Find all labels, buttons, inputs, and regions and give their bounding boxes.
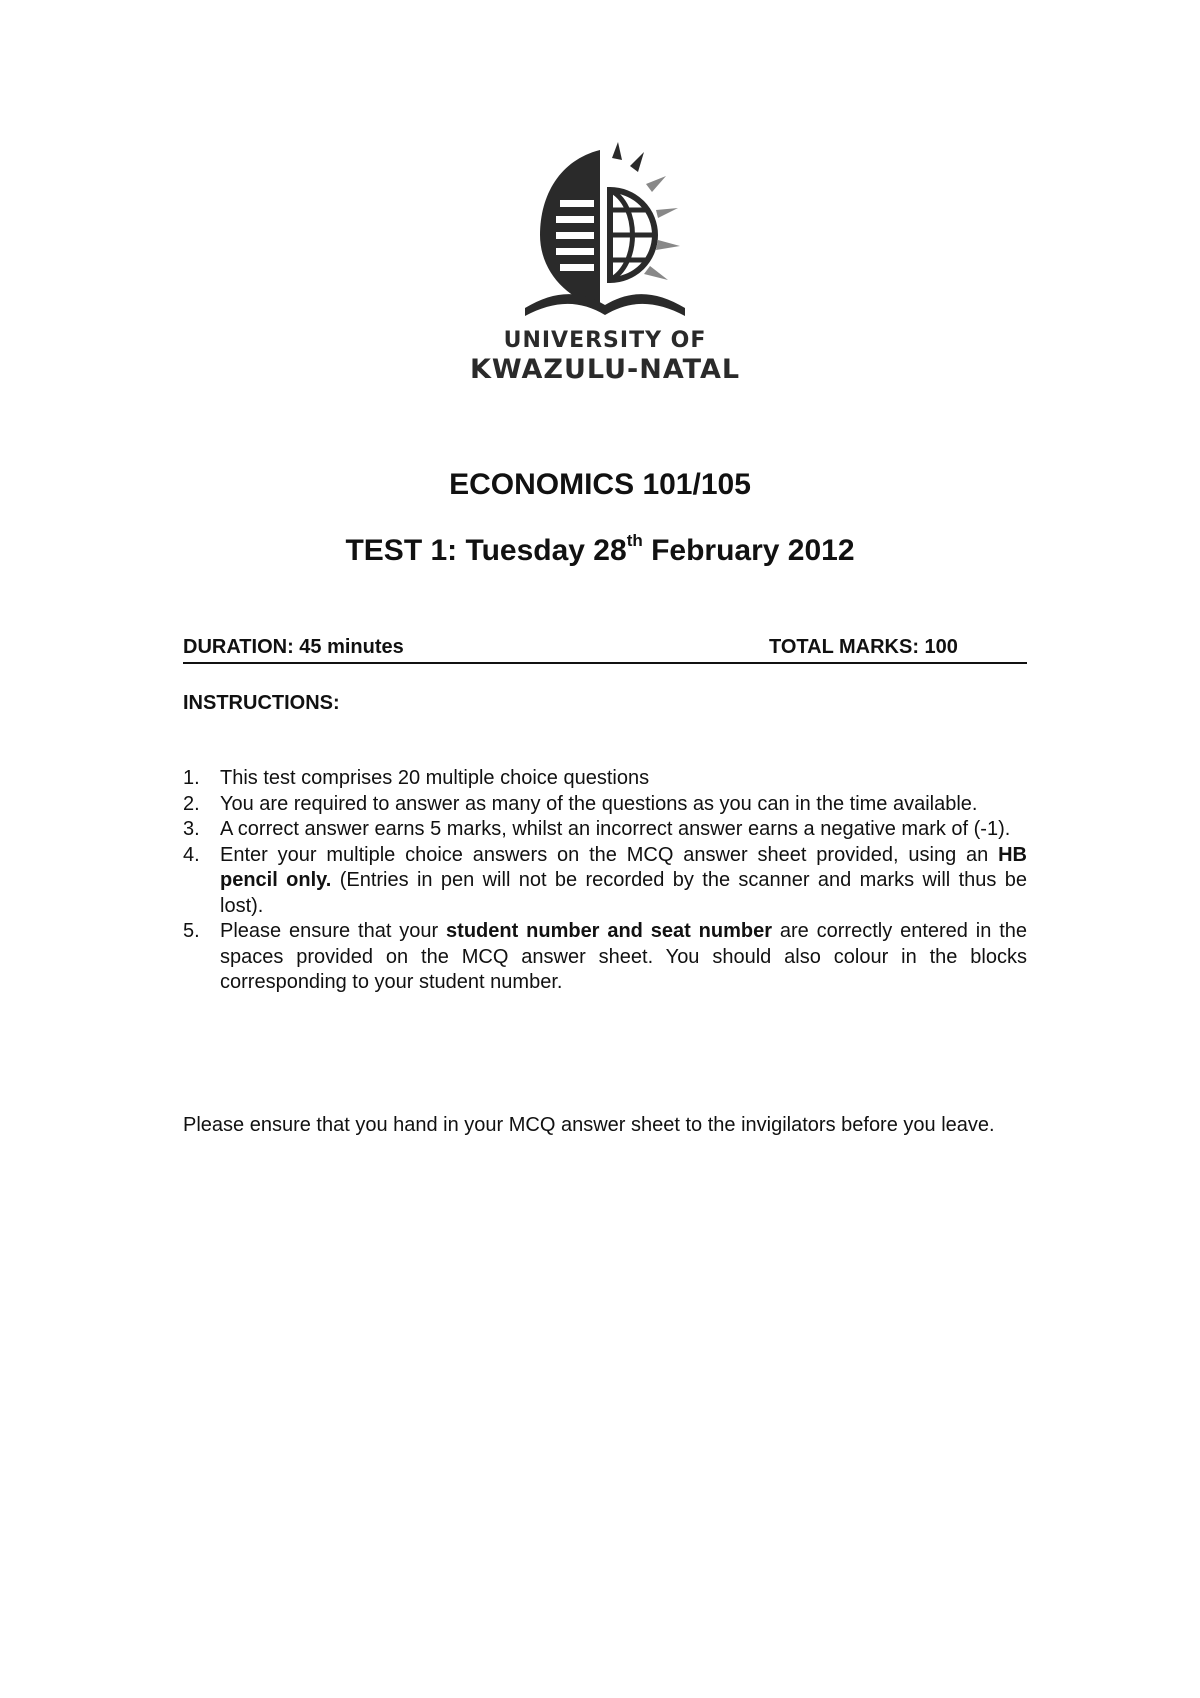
instruction-item-1 — [183, 766, 1027, 792]
instruction-number: 2. — [183, 792, 200, 815]
instruction-item-3 — [183, 817, 1027, 843]
instruction-text-pre: Please ensure that your — [220, 920, 447, 942]
instruction-text-post: (Entries in pen will not be recorded by the scanner and marks will thus be lost). — [220, 869, 1027, 917]
instruction-text: You are required to answer as many of the questions as you can in the time available. — [220, 792, 978, 815]
instructions-heading: INSTRUCTIONS: — [183, 692, 340, 714]
instruction-number: 5. — [183, 920, 200, 942]
course-title: ECONOMICS 101/105 — [449, 468, 751, 501]
instruction-text-post: are correctly entered in the spaces provided on the MCQ answer sheet. You should also colour in the blocks corresponding to your student number. — [220, 920, 1028, 993]
university-logo — [470, 140, 740, 390]
instruction-number: 4. — [183, 843, 200, 866]
total-marks-label: TOTAL MARKS: 100 — [769, 636, 958, 658]
university-name-line1: UNIVERSITY OF — [503, 328, 707, 353]
duration-label: DURATION: 45 minutes — [183, 636, 404, 658]
university-crest-icon — [520, 140, 690, 320]
test-title-superscript: th — [626, 531, 643, 550]
instruction-text: This test comprises 20 multiple choice questions — [220, 767, 650, 789]
instruction-number: 1. — [183, 767, 200, 789]
closing-note: Please ensure that you hand in your MCQ answer sheet to the invigilators before you leave. — [183, 1114, 995, 1136]
instruction-item-4 — [183, 843, 1027, 920]
exam-meta-row — [183, 636, 1027, 664]
instruction-text-bold: student number and seat number — [446, 920, 772, 942]
test-title — [0, 531, 1200, 568]
university-name-line2: KWAZULU-NATAL — [470, 354, 741, 385]
test-title-prefix: TEST 1: Tuesday 28 — [345, 534, 627, 567]
instruction-item-5 — [183, 919, 1027, 996]
instruction-text-bold: HB pencil only. — [220, 843, 1027, 891]
instructions-list — [183, 766, 1027, 996]
instruction-number: 3. — [183, 818, 200, 840]
test-title-suffix: February 2012 — [642, 534, 855, 567]
instruction-item-2 — [183, 792, 1027, 818]
instruction-text-pre: Enter your multiple choice answers on the MCQ answer sheet provided, using an — [220, 843, 999, 866]
instruction-text: A correct answer earns 5 marks, whilst an incorrect answer earns a negative mark of (-1). — [220, 818, 1011, 840]
